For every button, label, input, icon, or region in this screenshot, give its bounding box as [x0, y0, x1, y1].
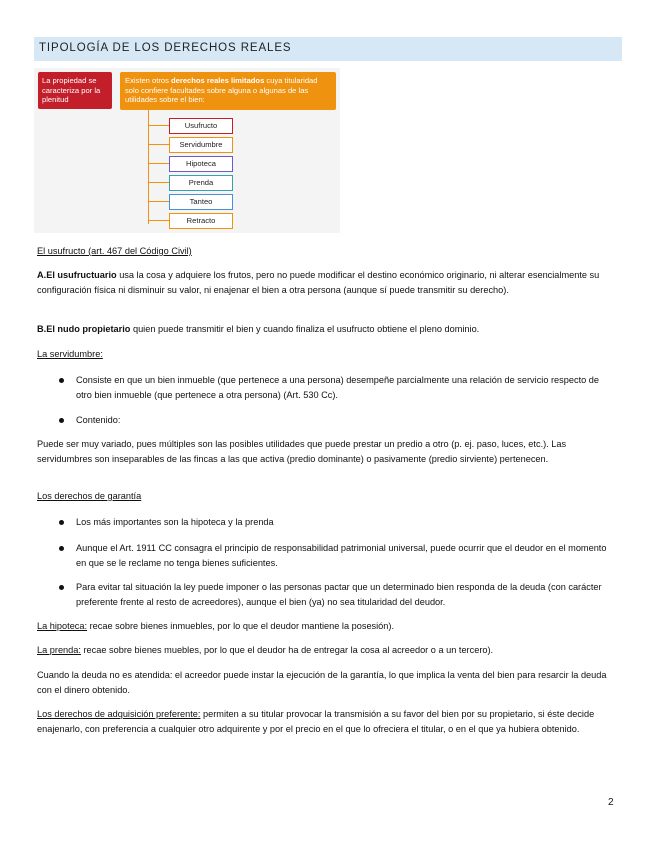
adquisicion-label: Los derechos de adquisición preferente:	[37, 709, 201, 719]
usufructo-heading: El usufructo (art. 467 del Código Civil)	[37, 246, 192, 256]
prenda-text: recae sobre bienes muebles, por lo que el deudor ha de entregar la cosa al acreedor o a un tercero).	[80, 645, 494, 655]
limited-rights-pre: Existen otros	[125, 76, 172, 85]
section-title: TIPOLOGÍA DE LOS DERECHOS REALES	[39, 42, 292, 54]
prenda-paragraph	[37, 643, 617, 658]
servidumbre-bullet-2: Contenido:	[76, 415, 121, 425]
bullet-dot	[59, 585, 64, 590]
limited-rights-bold: derechos reales limitados	[171, 76, 265, 85]
tree-branch	[148, 220, 169, 221]
limited-rights-post: cuya titularidad solo confiere facultades sobre alguna o algunas de las utilidades sobre el bien:	[125, 76, 318, 105]
hipoteca-text: recae sobre bienes inmuebles, por lo que el deudor mantiene la posesión).	[87, 621, 395, 631]
item-servidumbre: Servidumbre	[169, 137, 233, 153]
deuda-paragraph: Cuando la deuda no es atendida: el acreedor puede instar la ejecución de la garantía, lo que implica la venta del bien para resarcir la deuda con el dinero obtenido.	[37, 670, 607, 695]
bullet-dot	[59, 378, 64, 383]
tree-branch	[148, 201, 169, 202]
garantia-bullet-2: Aunque el Art. 1911 CC consagra el principio de responsabilidad patrimonial universal, puede ocurrir que el deudor en el momento en que se le reclame no tenga bienes suficientes.	[76, 543, 607, 568]
tree-branch	[148, 125, 169, 126]
adquisicion-paragraph	[37, 707, 617, 737]
tree-branch	[148, 163, 169, 164]
garantia-bullet-1: Los más importantes son la hipoteca y la prenda	[76, 517, 274, 527]
bullet-dot	[59, 546, 64, 551]
usufructuario-paragraph	[37, 268, 617, 298]
limited-rights-box	[120, 72, 336, 110]
nudo-propietario-text: quien puede transmitir el bien y cuando finaliza el usufructo obtiene el pleno dominio.	[130, 324, 480, 334]
item-usufructo: Usufructo	[169, 118, 233, 134]
tree-trunk	[148, 110, 149, 224]
item-retracto: Retracto	[169, 213, 233, 229]
prenda-label: La prenda:	[37, 645, 81, 655]
garantia-bullet-3: Para evitar tal situación la ley puede imponer o las personas pactar que un determinado bien responda de la deuda (con carácter preferente frente al resto de acreedores), aunque el bien (ya) no sea titularidad del deudor.	[76, 582, 602, 607]
tree-branch	[148, 182, 169, 183]
tree-branch	[148, 144, 169, 145]
bullet-dot	[59, 520, 64, 525]
usufructuario-text: usa la cosa y adquiere los frutos, pero no puede modificar el destino económico originario, ni alterar esencialmente su configuración física ni disminuir su valor, ni enajenar el bien a otra persona (aunque sí puede transmitir su derecho).	[37, 270, 600, 295]
servidumbre-bullet-1: Consiste en que un bien inmueble (que pertenece a una persona) desempeñe parcialmente una relación de servicio respecto de otro bien inmueble (que pertenece a otra persona) (Art. 530 Cc).	[76, 375, 600, 400]
usufructuario-label: A.El usufructuario	[37, 270, 117, 280]
adquisicion-text: permiten a su titular provocar la transmisión a su favor del bien por su propietario, si éste decide enajenarlo, con preferencia a cualquier otro adquirente y por el precio en el que lo ofreciera el titular, o en el que ya hubiera obtenido.	[37, 709, 595, 734]
item-tanteo: Tanteo	[169, 194, 233, 210]
page-number: 2	[608, 797, 614, 808]
section-header	[34, 37, 622, 61]
property-box: La propiedad se caracteriza por la plenitud	[38, 72, 112, 109]
hipoteca-paragraph	[37, 619, 617, 634]
nudo-propietario-label: B.El nudo propietario	[37, 324, 131, 334]
servidumbre-heading: La servidumbre:	[37, 349, 103, 359]
item-hipoteca: Hipoteca	[169, 156, 233, 172]
servidumbre-paragraph: Puede ser muy variado, pues múltiples son las posibles utilidades que puede prestar un predio a otro (p. ej. paso, luces, etc.). Las servidumbres son inseparables de las fincas a las que activa (predio dominante) o pasivamente (predio sirviente) pertenecen.	[37, 439, 567, 464]
rights-diagram	[34, 68, 340, 233]
bullet-dot	[59, 418, 64, 423]
item-prenda: Prenda	[169, 175, 233, 191]
hipoteca-label: La hipoteca:	[37, 621, 88, 631]
garantia-heading: Los derechos de garantía	[37, 491, 142, 501]
nudo-propietario-paragraph	[37, 322, 617, 337]
